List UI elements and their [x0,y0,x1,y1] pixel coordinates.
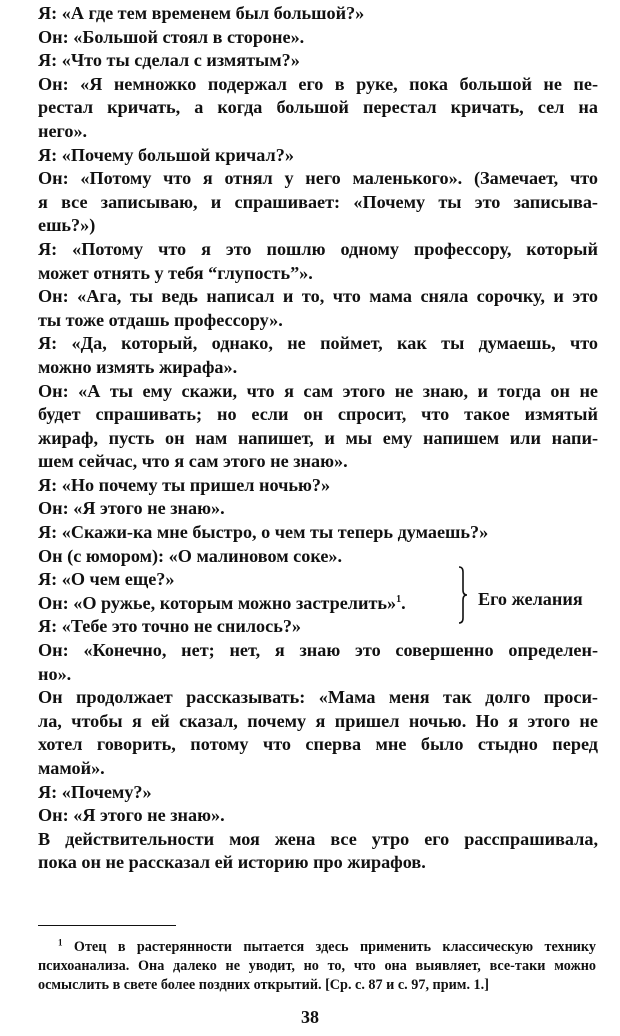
text-line: Он: «Большой стоял в стороне». [38,26,305,47]
text-line: Он: «Потому что я отнял у него маленького». (Замечает, что [38,168,598,189]
text-line: будет спрашивать; но если он спросит, что такое измятый [38,404,598,425]
footnotes [38,938,596,995]
text-line: мамой». [38,758,105,778]
text-line-with-footnote: Он: «О ружье, которым можно застрелить»$^1$. [38,592,406,613]
footnote-mark: 1 [58,938,63,948]
text-line: может отнять у тебя “глупость”». [38,262,313,283]
text-line: Он продолжает рассказывать: «Мама меня так долго проси- [38,687,598,708]
text-line: Я: «Но почему ты пришел ночью?» [38,474,331,495]
text-line: рестал кричать, а когда большой перестал кричать, сел на [38,97,598,118]
footnote-line-content: Отец в растерянности пытается здесь применить классическую технику [73,939,596,955]
right-brace-icon [458,566,468,624]
text-line: Я: «Скажи-ка мне быстро, о чем ты теперь думаешь?» [38,522,489,543]
text-line: него». [38,120,88,141]
text-line: Он (с юмором): «О малиновом соке». [38,545,343,566]
text-line: Я: «Почему большой кричал?» [38,144,294,165]
text-line: жираф, пусть он нам напишет, и мы ему напишем или напи- [38,427,598,448]
text-line: хотел говорить, потому что сперва мне было стыдно перед [38,734,598,755]
text-line: но». [38,663,72,684]
page-number: 38 [301,1007,319,1027]
footnote-line [38,938,596,957]
main-text [38,2,598,875]
text-line: Я: «О чем еще?» [38,569,175,590]
text-line: Я: «Почему?» [38,781,152,802]
text-line: Я: «Что ты сделал с измятым?» [38,50,300,71]
footnote-line: осмыслить в свете более поздних открытий. [Ср. с. 87 и с. 97, прим. 1.] [38,977,489,993]
text-line: можно измять жирафа». [38,356,238,377]
text-line: шем сейчас, что я сам этого не знаю». [38,451,348,472]
text-line: я все записываю, и спрашивает: «Почему ты это записыва- [38,191,598,212]
footnote-line: психоанализа. Она далеко не уводит, но то, что она выявляет, все-таки можно [38,958,596,974]
text-line: пока он не рассказал ей историю про жирафов. [38,852,426,873]
text-line: Он: «Ага, ты ведь написал и то, что мама сняла сорочку, и это [38,286,598,307]
text-line: Я: «Да, который, однако, не поймет, как ты думаешь, что [38,333,598,354]
text-line: В действительности моя жена все утро его расспрашивала, [38,828,598,849]
text-line: Он: «Конечно, нет; нет, я знаю это совершенно определен- [38,640,598,661]
text-line: ешь?») [38,215,96,236]
text-line: Я: «А где тем временем был большой?» [38,3,365,23]
text-line: Он: «Я этого не знаю». [38,805,225,826]
footnote-reference: 1 [396,593,402,605]
text-line: Я: «Тебе это точно не снилось?» [38,616,302,637]
text-line: Я: «Потому что я это пошлю одному профессору, который [38,238,598,259]
text-line-content: Он: «О ружье, которым можно застрелить» [38,592,397,613]
text-line: Он: «А ты ему скажи, что я сам этого не знаю, и тогда он не [38,380,598,401]
footnote-divider [38,925,176,926]
text-line: Он: «Я этого не знаю». [38,498,225,519]
text-line: ты тоже отдашь профессору». [38,309,283,330]
brace-annotation: Его желания [478,589,583,609]
text-line: ла, чтобы я ей сказал, почему я пришел ночью. Но я этого не [38,710,598,731]
text-line: Он: «Я немножко подержал его в руке, пока большой не пе- [38,73,598,94]
